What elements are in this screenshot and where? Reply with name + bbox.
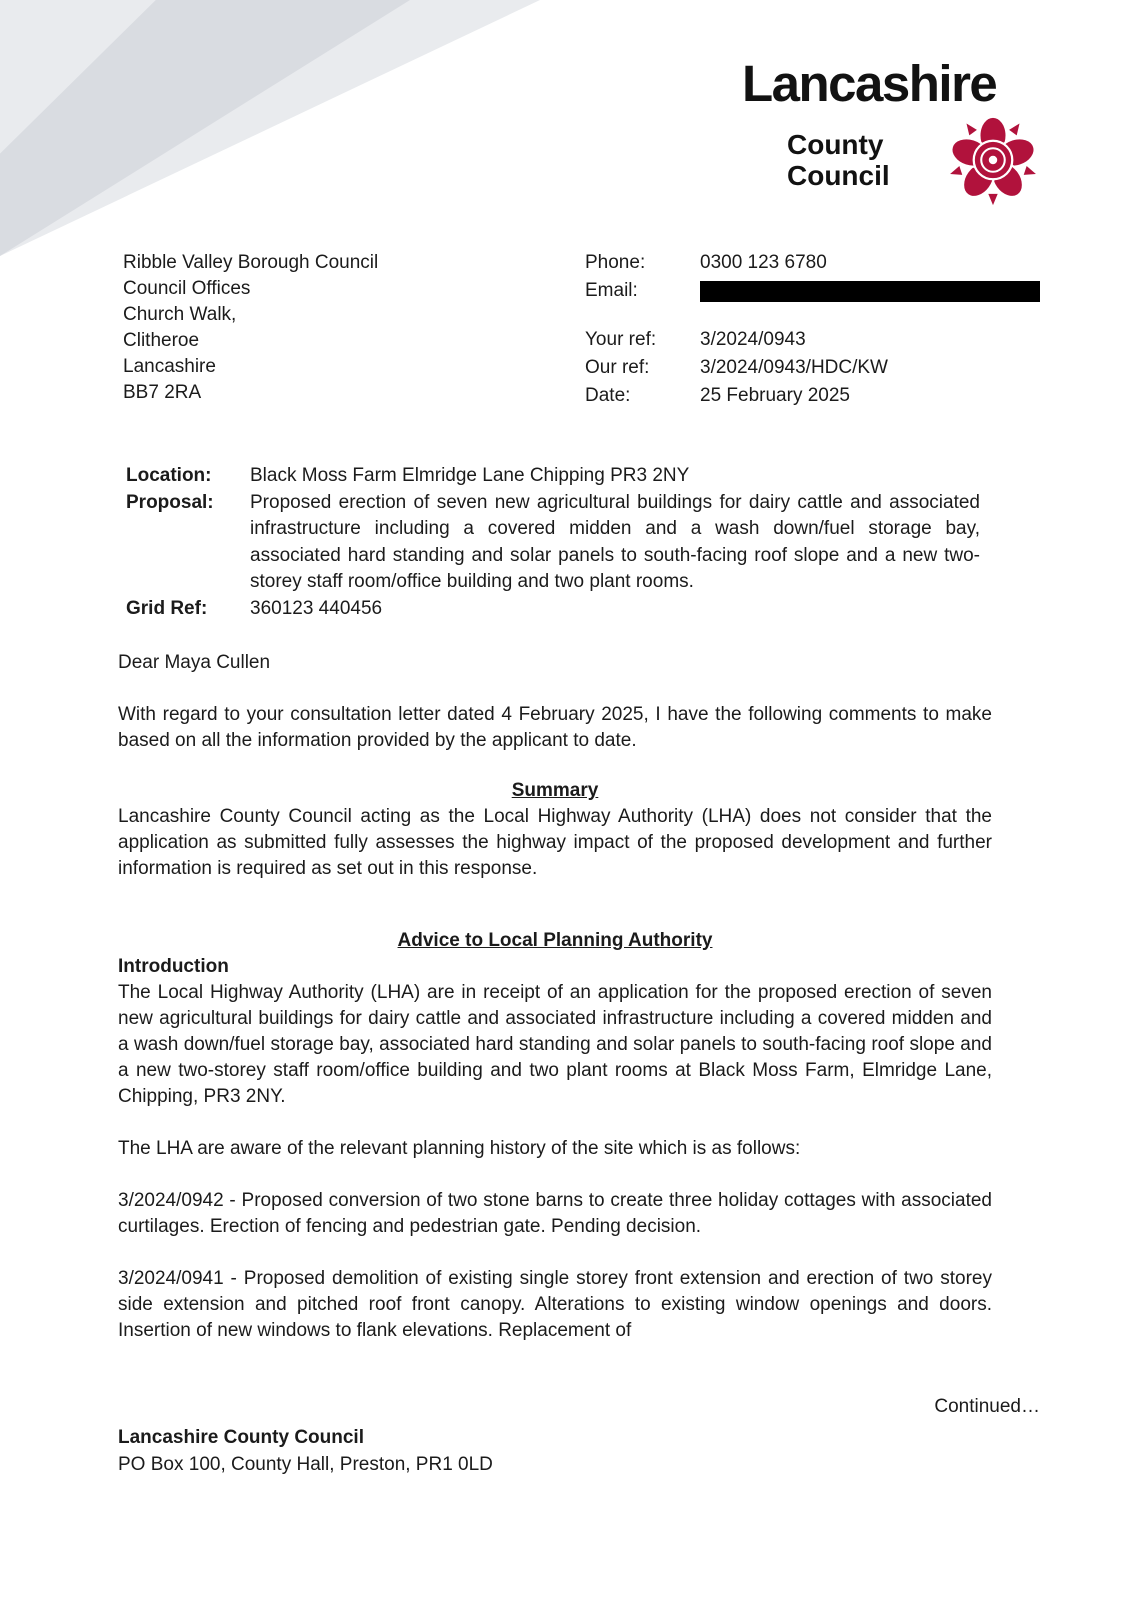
continued-marker: Continued… — [934, 1396, 1040, 1417]
email-redaction-bar — [700, 281, 1040, 302]
date-label: Date: — [585, 385, 631, 406]
your-ref-value: 3/2024/0943 — [700, 329, 806, 350]
recipient-address — [118, 250, 585, 411]
lancashire-red-rose-icon — [946, 113, 1040, 207]
grid-ref-value: 360123 440456 — [250, 597, 383, 619]
recipient-line: BB7 2RA — [123, 382, 202, 403]
introduction-heading: Introduction — [118, 956, 229, 977]
recipient-line: Lancashire — [123, 356, 216, 377]
our-ref-label: Our ref: — [585, 357, 650, 378]
history-item-0942: 3/2024/0942 - Proposed conversion of two stone barns to create three holiday cottages with associated curtilages. Erection of fencing and pedestrian gate. Pending decision. — [118, 1190, 992, 1237]
logo-wordmark: Lancashire — [742, 55, 997, 112]
logo-subtitle: County Council — [787, 129, 890, 191]
email-label: Email: — [585, 280, 638, 301]
advice-heading: Advice to Local Planning Authority — [397, 930, 713, 951]
recipient-line: Clitheroe — [123, 330, 200, 351]
grid-ref-label: Grid Ref: — [126, 597, 208, 619]
summary-heading: Summary — [511, 780, 599, 801]
phone-label: Phone: — [585, 252, 646, 273]
footer-address — [118, 1424, 493, 1478]
date-value: 25 February 2025 — [700, 385, 850, 406]
location-value: Black Moss Farm Elmridge Lane Chipping PR3 2NY — [250, 465, 690, 486]
history-item-0941: 3/2024/0941 - Proposed demolition of existing single storey front extension and erection of two storey side extension and pitched roof front canopy. Alterations to existing window openings and doors. Insertion of new windows to flank elevations. Replacement of — [118, 1268, 992, 1341]
lancashire-county-council-logo — [742, 55, 1040, 207]
application-details — [118, 463, 1040, 622]
recipient-line: Church Walk, — [123, 304, 237, 325]
phone-value: 0300 123 6780 — [700, 252, 827, 273]
proposal-value: Proposed erection of seven new agricultural buildings for dairy cattle and associated infrastructure including a covered midden and a wash down/fuel storage bay, associated hard standing and solar panels to south-facing roof slope and a new two-storey staff room/office building and two plant rooms. — [250, 491, 980, 592]
your-ref-label: Your ref: — [585, 329, 657, 350]
recipient-line: Council Offices — [123, 278, 251, 299]
intro-paragraph: With regard to your consultation letter dated 4 February 2025, I have the following comments to make based on all the information provided by the applicant to date. — [118, 704, 992, 751]
history-intro-paragraph: The LHA are aware of the relevant planning history of the site which is as follows: — [118, 1138, 801, 1159]
introduction-paragraph: The Local Highway Authority (LHA) are in receipt of an application for the proposed erection of seven new agricultural buildings for dairy cattle and associated infrastructure including a covered midden and a wash down/fuel storage bay, associated hard standing and solar panels to south-facing roof slope and a new two-storey staff room/office building and two plant rooms at Black Moss Farm, Elmridge Lane, Chipping, PR3 2NY. — [118, 982, 992, 1107]
footer-postal-address: PO Box 100, County Hall, Preston, PR1 0LD — [118, 1454, 493, 1475]
summary-paragraph: Lancashire County Council acting as the Local Highway Authority (LHA) does not consider that the application as submitted fully assesses the highway impact of the proposed development and further information is required as set out in this response. — [118, 806, 992, 879]
letter-content — [118, 250, 1040, 1344]
location-label: Location: — [126, 465, 212, 486]
our-ref-value: 3/2024/0943/HDC/KW — [700, 357, 888, 378]
footer-organisation: Lancashire County Council — [118, 1427, 364, 1448]
contact-details — [585, 250, 1040, 411]
proposal-label: Proposal: — [126, 491, 214, 513]
salutation: Dear Maya Cullen — [118, 652, 271, 673]
recipient-line: Ribble Valley Borough Council — [123, 252, 379, 273]
